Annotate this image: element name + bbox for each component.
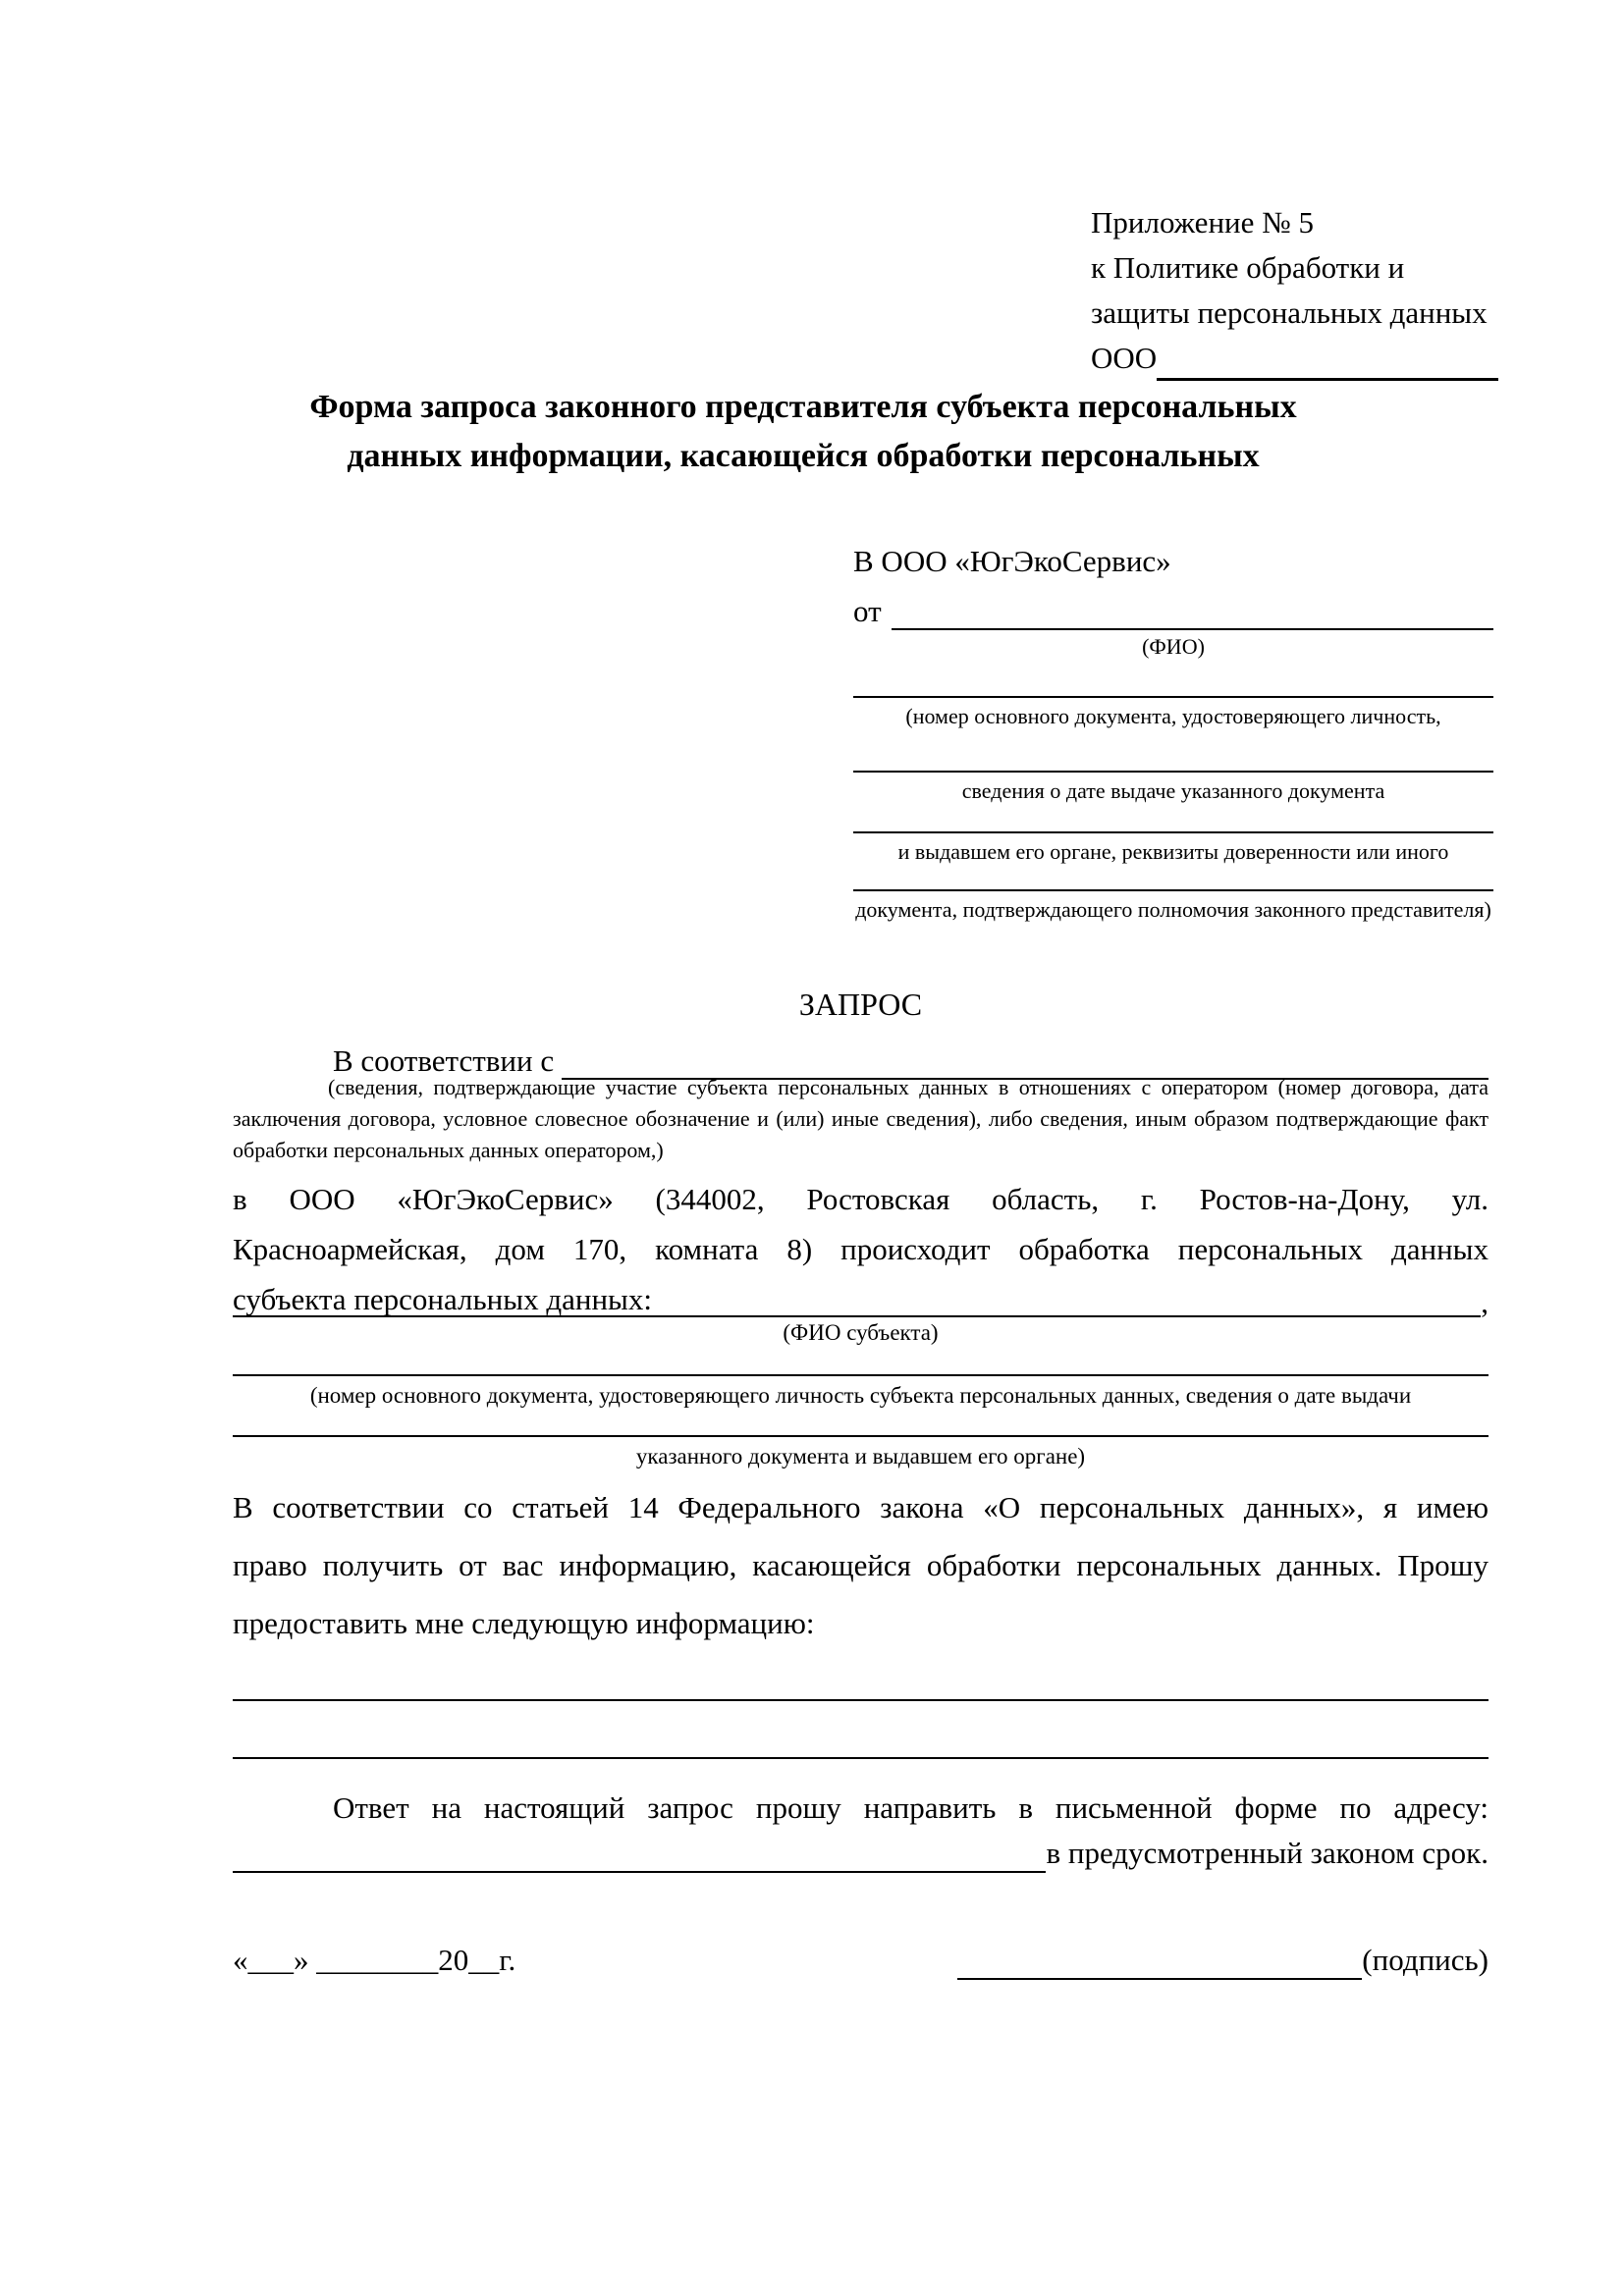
- intro-footnote: [233, 1072, 1489, 1166]
- law-paragraph-line-2: право получить от вас информацию, касающейся обработки персональных данных. Прошу: [233, 1548, 1489, 1582]
- representative-doc-caption-3: и выдавшем его органе, реквизиты доверенности или иного: [897, 839, 1449, 864]
- representative-doc-caption-2: сведения о дате выдаче указанного документа: [961, 778, 1385, 803]
- form-title: [162, 383, 1444, 481]
- signature-blank: [957, 1939, 1362, 1980]
- addressee-block: [853, 542, 1493, 923]
- subject-doc-blank-2: [233, 1435, 1489, 1437]
- law-paragraph-line-3: предоставить мне следующую информацию:: [233, 1606, 815, 1640]
- representative-doc-blank-1: [853, 696, 1493, 698]
- request-heading: ЗАПРОС: [798, 987, 923, 1022]
- subject-fio-row: [233, 1285, 1489, 1319]
- subject-fio-caption: (ФИО субъекта): [783, 1320, 939, 1345]
- response-paragraph: Ответ на настоящий запрос прошу направить в письменной форме по адресу:: [333, 1790, 1489, 1825]
- company-name-blank: [1157, 341, 1498, 381]
- operator-paragraph-line-3: субъекта персональных данных:: [233, 1282, 652, 1316]
- info-blank-line-2: [233, 1757, 1489, 1759]
- appendix-line-1: Приложение № 5: [1091, 205, 1314, 240]
- subject-fio-comma: ,: [1481, 1285, 1489, 1319]
- subject-doc-blank-1: [233, 1374, 1489, 1376]
- intro-footnote-line-2: заключения договора, условное словесное обозначение и (или) иные сведения), либо сведения, иным образом подтверждающие факт: [233, 1106, 1489, 1131]
- appendix-line-2: к Политике обработки и: [1091, 250, 1405, 285]
- law-paragraph: [233, 1478, 1489, 1652]
- from-row: [853, 591, 1493, 630]
- subject-doc-caption-1: (номер основного документа, удостоверяющего личность субъекта персональных данных, сведения о дате выдачи: [309, 1383, 1412, 1408]
- fio-caption: (ФИО): [1142, 634, 1205, 659]
- subject-fio-blank: [233, 1290, 1481, 1317]
- appendix-header: [1091, 200, 1513, 381]
- representative-doc-blank-3: [853, 831, 1493, 833]
- footer-row: [233, 1939, 1489, 1980]
- response-suffix: в предусмотренный законом срок.: [1046, 1836, 1489, 1870]
- form-title-line-1: Форма запроса законного представителя субъекта персональных: [309, 389, 1297, 425]
- signature-caption: (подпись): [1362, 1943, 1489, 1977]
- date-field: «___» ________20__г.: [233, 1943, 516, 1977]
- address-row: [233, 1832, 1489, 1873]
- intro-footnote-line-1: (сведения, подтверждающие участие субъекта персональных данных в отношениях с оператором (номер договора, дата: [328, 1075, 1489, 1099]
- appendix-line-3: защиты персональных данных: [1091, 295, 1488, 330]
- representative-doc-caption-4: документа, подтверждающего полномочия законного представителя): [855, 897, 1491, 922]
- address-blank: [233, 1832, 1046, 1873]
- intro-footnote-line-3: обработки персональных данных оператором,): [233, 1138, 664, 1162]
- representative-doc-caption-1: (номер основного документа, удостоверяющего личность,: [905, 704, 1441, 728]
- from-name-blank: [892, 591, 1493, 630]
- representative-doc-blank-2: [853, 771, 1493, 773]
- intro-label: В соответствии с: [333, 1043, 555, 1078]
- law-paragraph-line-1: В соответствии со статьей 14 Федерального закона «О персональных данных», я имею: [233, 1490, 1489, 1524]
- company-line: [1091, 336, 1513, 381]
- addressee-organization: В ООО «ЮгЭкоСервис»: [853, 544, 1171, 578]
- form-title-line-2: данных информации, касающейся обработки персональных: [347, 438, 1260, 474]
- signature-group: [957, 1939, 1489, 1980]
- info-blank-line-1: [233, 1699, 1489, 1701]
- operator-paragraph-line-2: Красноармейская, дом 170, комната 8) происходит обработка персональных данных: [233, 1232, 1489, 1266]
- subject-doc-caption-2: указанного документа и выдавшем его органе): [635, 1444, 1086, 1468]
- representative-doc-blank-4: [853, 889, 1493, 891]
- from-label: от: [853, 594, 882, 628]
- company-ooo-label: ООО: [1091, 341, 1158, 375]
- operator-paragraph-line-1: в ООО «ЮгЭкоСервис» (344002, Ростовская область, г. Ростов-на-Дону, ул.: [233, 1182, 1489, 1216]
